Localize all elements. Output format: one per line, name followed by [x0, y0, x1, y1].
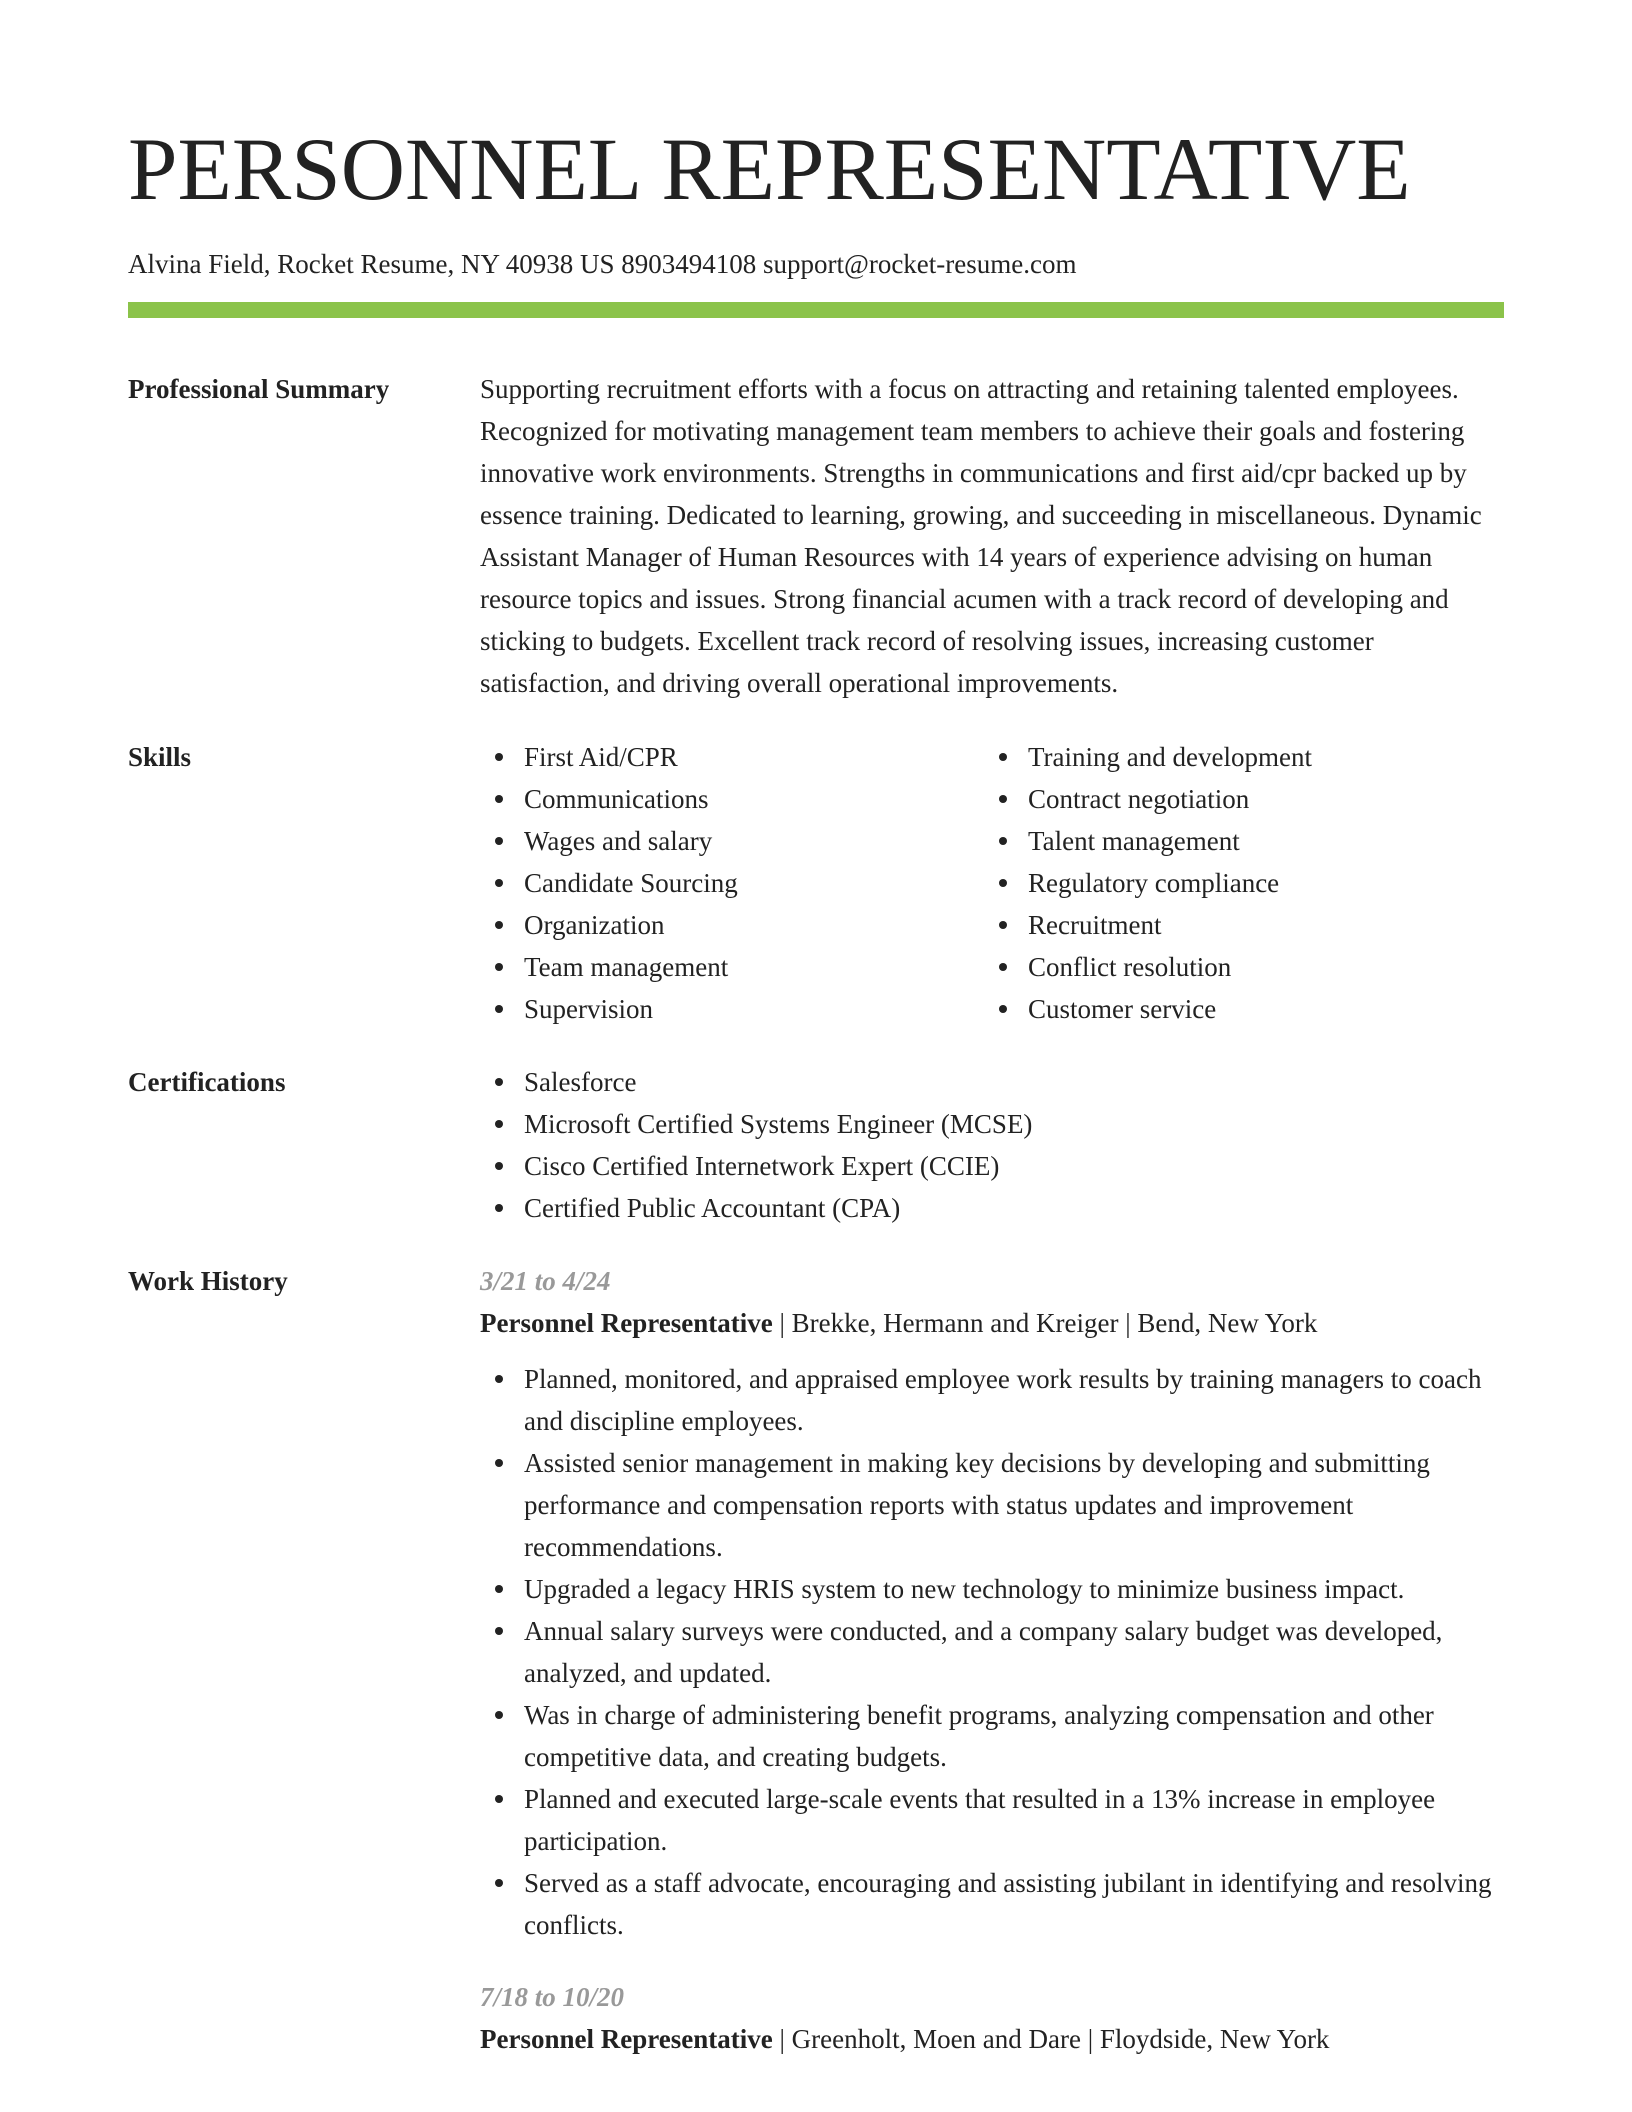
- resume-page: [128, 0, 1504, 2090]
- work-history-section: [128, 1260, 1504, 2090]
- job-bullet: Assisted senior management in making key decisions by developing and submitting performance and compensation reports with status updates and improvement recommendations.: [480, 1442, 1504, 1568]
- job-entry: [480, 1260, 1504, 1946]
- job-bullet: Annual salary surveys were conducted, and a company salary budget was developed, analyzed, and updated.: [480, 1610, 1504, 1694]
- job-details: | Brekke, Hermann and Kreiger | Bend, New York: [772, 1308, 1318, 1338]
- summary-heading: Professional Summary: [128, 374, 390, 404]
- certifications-list: [480, 1061, 1504, 1229]
- job-date: 7/18 to 10/20: [480, 1982, 625, 2012]
- certification-item: Certified Public Accountant (CPA): [480, 1187, 1504, 1229]
- job-bullet: Served as a staff advocate, encouraging and assisting jubilant in identifying and resolving conflicts.: [480, 1862, 1504, 1946]
- work-history-heading: Work History: [128, 1266, 288, 1296]
- skill-item: Team management: [480, 946, 984, 988]
- skill-item: Talent management: [984, 820, 1488, 862]
- skills-grid: [480, 736, 1504, 1030]
- job-title: Personnel Representative: [480, 2024, 773, 2054]
- job-entry: [480, 1976, 1504, 2060]
- skills-list-right: [984, 736, 1488, 1030]
- contact-line: Alvina Field, Rocket Resume, NY 40938 US 8903494108 support@rocket-resume.com: [128, 249, 1077, 279]
- certifications-heading: Certifications: [128, 1067, 286, 1097]
- skill-item: Communications: [480, 778, 984, 820]
- job-bullets: [480, 1358, 1504, 1946]
- skill-item: Contract negotiation: [984, 778, 1488, 820]
- skill-item: Candidate Sourcing: [480, 862, 984, 904]
- job-bullet: Planned, monitored, and appraised employee work results by training managers to coach and discipline employees.: [480, 1358, 1504, 1442]
- job-title: Personnel Representative: [480, 1308, 773, 1338]
- job-bullet: Upgraded a legacy HRIS system to new technology to minimize business impact.: [480, 1568, 1504, 1610]
- job-date: 3/21 to 4/24: [480, 1266, 611, 1296]
- accent-divider: [128, 302, 1504, 318]
- skills-heading: Skills: [128, 742, 192, 772]
- job-bullet: Planned and executed large-scale events that resulted in a 13% increase in employee participation.: [480, 1778, 1504, 1862]
- skill-item: Recruitment: [984, 904, 1488, 946]
- skills-list-left: [480, 736, 984, 1030]
- skill-item: First Aid/CPR: [480, 736, 984, 778]
- skill-item: Regulatory compliance: [984, 862, 1488, 904]
- job-details: | Greenholt, Moen and Dare | Floydside, New York: [772, 2024, 1330, 2054]
- summary-section: [128, 368, 1504, 704]
- summary-text: Supporting recruitment efforts with a focus on attracting and retaining talented employees. Recognized for motivating management team members to achieve their goals and fostering innovative work environments. Strengths in communications and first aid/cpr backed up by essence training. Dedicated to learning, growing, and succeeding in miscellaneous. Dynamic Assistant Manager of Human Resources with 14 years of experience advising on human resource topics and issues. Strong financial acumen with a track record of developing and sticking to budgets. Excellent track record of resolving issues, increasing customer satisfaction, and driving overall operational improvements.: [480, 374, 1482, 698]
- job-header: [480, 1302, 1504, 1344]
- skill-item: Customer service: [984, 988, 1488, 1030]
- resume-name-heading: PERSONNEL REPRESENTATIVE: [128, 121, 1411, 219]
- skill-item: Conflict resolution: [984, 946, 1488, 988]
- certifications-section: [128, 1061, 1504, 1229]
- skill-item: Wages and salary: [480, 820, 984, 862]
- job-header: [480, 2018, 1504, 2060]
- skills-section: [128, 736, 1504, 1030]
- certification-item: Microsoft Certified Systems Engineer (MCSE): [480, 1103, 1504, 1145]
- certification-item: Salesforce: [480, 1061, 1504, 1103]
- certification-item: Cisco Certified Internetwork Expert (CCIE): [480, 1145, 1504, 1187]
- skill-item: Training and development: [984, 736, 1488, 778]
- job-bullet: Was in charge of administering benefit programs, analyzing compensation and other competitive data, and creating budgets.: [480, 1694, 1504, 1778]
- skill-item: Supervision: [480, 988, 984, 1030]
- skill-item: Organization: [480, 904, 984, 946]
